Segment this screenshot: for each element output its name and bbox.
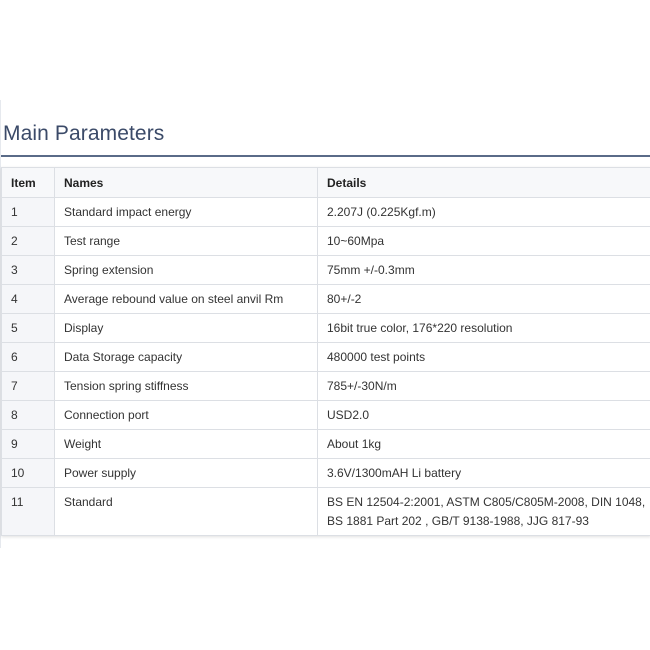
row-item: 4: [2, 285, 55, 314]
row-item: 8: [2, 401, 55, 430]
row-item: 6: [2, 343, 55, 372]
table-row: [2, 372, 650, 401]
row-item: 5: [2, 314, 55, 343]
title-divider: [1, 155, 650, 157]
row-name: Tension spring stiffness: [55, 372, 318, 401]
row-detail: 480000 test points: [318, 343, 650, 372]
table-row: [2, 198, 650, 227]
row-name: Display: [55, 314, 318, 343]
table-row: [2, 430, 650, 459]
row-name: Data Storage capacity: [55, 343, 318, 372]
row-item: 7: [2, 372, 55, 401]
table-row: [2, 227, 650, 256]
table-row: [2, 488, 650, 536]
table-header-row: [2, 168, 650, 198]
header-details: Details: [318, 168, 650, 198]
row-detail: 80+/-2: [318, 285, 650, 314]
row-name: Connection port: [55, 401, 318, 430]
header-item: Item: [2, 168, 55, 198]
row-name: Average rebound value on steel anvil Rm: [55, 285, 318, 314]
section-title: Main Parameters: [3, 122, 165, 145]
row-detail: 16bit true color, 176*220 resolution: [318, 314, 650, 343]
row-item: 2: [2, 227, 55, 256]
row-name: Spring extension: [55, 256, 318, 285]
row-item: 11: [2, 488, 55, 536]
row-detail: 10~60Mpa: [318, 227, 650, 256]
header-names: Names: [55, 168, 318, 198]
row-item: 3: [2, 256, 55, 285]
row-item: 9: [2, 430, 55, 459]
table-row: [2, 256, 650, 285]
table-row: [2, 459, 650, 488]
row-name: Test range: [55, 227, 318, 256]
row-item: 1: [2, 198, 55, 227]
row-detail: USD2.0: [318, 401, 650, 430]
row-item: 10: [2, 459, 55, 488]
row-detail: 3.6V/1300mAH Li battery: [318, 459, 650, 488]
table-row: [2, 285, 650, 314]
row-detail: 785+/-30N/m: [318, 372, 650, 401]
row-detail: BS EN 12504-2:2001, ASTM C805/C805M-2008, DIN 1048, BS 1881 Part 202 , GB/T 9138-1988, JJG 817-93: [318, 488, 650, 536]
table-row: [2, 401, 650, 430]
row-name: Weight: [55, 430, 318, 459]
row-name: Power supply: [55, 459, 318, 488]
row-detail: 75mm +/-0.3mm: [318, 256, 650, 285]
row-detail: 2.207J (0.225Kgf.m): [318, 198, 650, 227]
row-detail: About 1kg: [318, 430, 650, 459]
row-name: Standard impact energy: [55, 198, 318, 227]
parameters-panel: [0, 100, 650, 548]
table-row: [2, 314, 650, 343]
row-name: Standard: [55, 488, 318, 536]
table-row: [2, 343, 650, 372]
parameters-table: [1, 167, 650, 536]
parameters-table-container: [1, 167, 650, 536]
